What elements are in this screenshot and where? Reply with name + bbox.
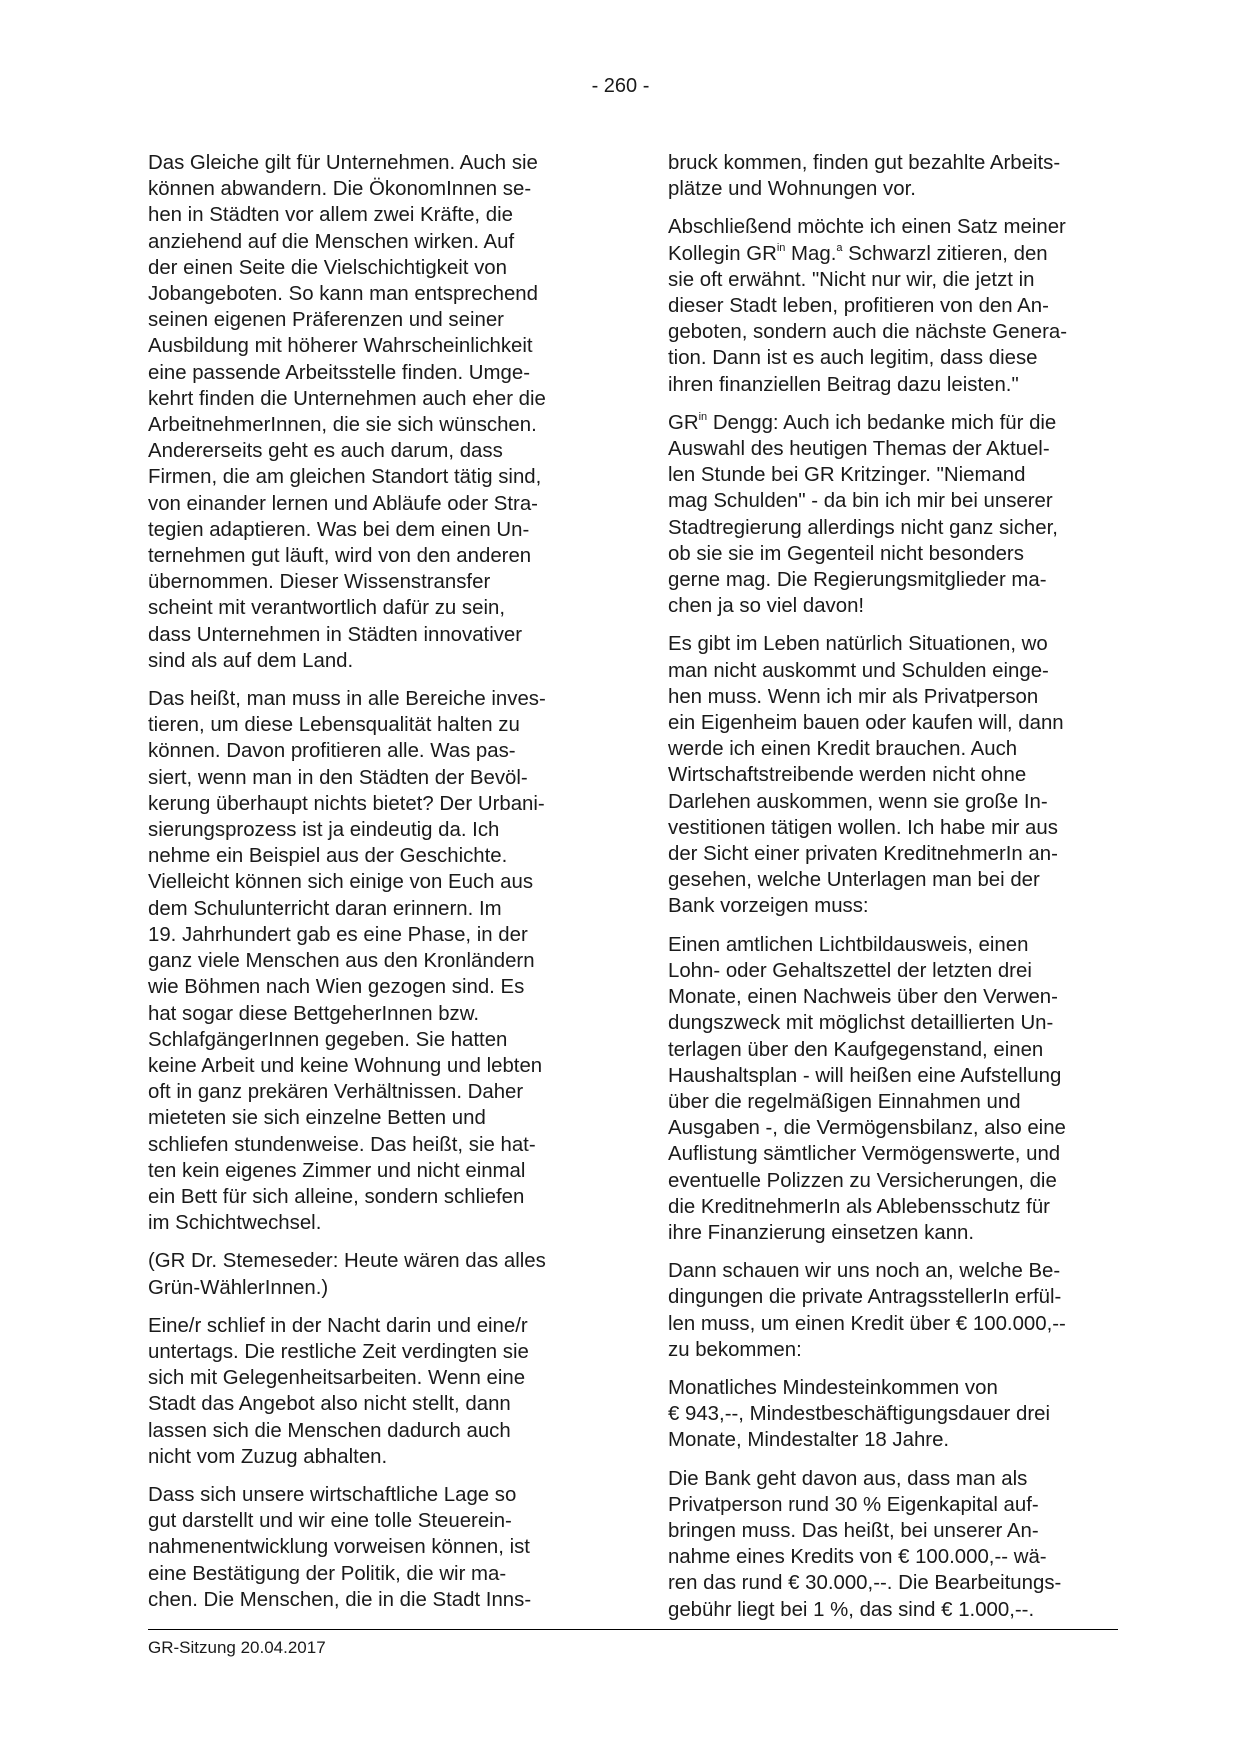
paragraph-text: Kollegin GR [668, 242, 777, 265]
footer-text: GR-Sitzung 20.04.2017 [148, 1638, 326, 1657]
paragraph: Dass sich unsere wirtschaftliche Lage so gut darstellt und wir eine tolle Steuerein- nahmenentwicklung vorweisen können, ist eine Bestätigung der Politik, die wir ma- chen. Die Menschen, die in die Stadt Inns- [148, 1483, 532, 1611]
superscript: in [698, 410, 708, 423]
paragraph-text: Schwarzl zitieren, den [842, 242, 1048, 265]
paragraph: Das Gleiche gilt für Unternehmen. Auch sie können abwandern. Die ÖkonomInnen se- hen in Städten vor allem zwei Kräfte, die anziehend auf die Menschen wirken. Auf der einen Seite die Vielschichtigkeit von Jobangeboten. So kann man entsprechend seinen eigenen Präferenzen und seiner Ausbildung mit höherer Wahrscheinlichkeit eine passende Arbeitsstelle finden. Umge- kehrt finden die Unternehmen auch eher die ArbeitnehmerInnen, die sie sich wünschen. Andererseits geht es auch darum, dass Firmen, die am gleichen Standort tätig sind, von einander lernen und Abläufe oder Stra- tegien adaptieren. Was bei dem einen Un- ternehmen gut läuft, wird von den anderen übernommen. Dieser Wissenstransfer scheint mit verantwortlich dafür zu sein, dass Unternehmen in Städten innovativer sind als auf dem Land. [148, 152, 546, 672]
paragraph: Die Bank geht davon aus, dass man als Privatperson rund 30 % Eigenkapital auf- bringen muss. Das heißt, bei unserer An- nahme eines Kredits von € 100.000,-- wä- ren das rund € 30.000,--. Die Bearbeitungs- gebühr liegt bei 1 %, das sind € 1.000,--. [668, 1467, 1062, 1621]
speaker-paragraph [668, 410, 1120, 620]
paragraph: Dann schauen wir uns noch an, welche Be- dingungen die private AntragsstellerIn erfül- len muss, um einen Kredit über € 100.000,-- zu bekommen: [668, 1260, 1066, 1361]
left-column [148, 150, 598, 1625]
paragraph-text: Mag. [785, 242, 837, 265]
paragraph: bruck kommen, finden gut bezahlte Arbeits- plätze und Wohnungen vor. [668, 152, 1061, 201]
interjection-paragraph: (GR Dr. Stemeseder: Heute wären das alles Grün-WählerInnen.) [148, 1250, 546, 1299]
quote-paragraph [668, 214, 1120, 397]
paragraph-text: Dengg: Auch ich bedanke mich für die [707, 411, 1057, 434]
paragraph: Monatliches Mindesteinkommen von € 943,--, Mindestbeschäftigungsdauer drei Monate, Mindestalter 18 Jahre. [668, 1376, 1050, 1452]
superscript: a [836, 241, 843, 254]
paragraph: Das heißt, man muss in alle Bereiche inves- tieren, um diese Lebensqualität halten zu können. Davon profitieren alle. Was pas- siert, wenn man in den Städten der Bevöl- kerung überhaupt nichts bietet? Der Urbani- sierungsprozess ist ja eindeutig da. Ich nehme ein Beispiel aus der Geschichte. Vielleicht können sich einige von Euch aus dem Schulunterricht daran erinnern. Im 19. Jahrhundert gab es eine Phase, in der ganz viele Menschen aus den Kronländern wie Böhmen nach Wien gezogen sind. Es hat sogar diese BettgeherInnen bzw. SchlafgängerInnen gegeben. Sie hatten keine Arbeit und keine Wohnung und lebten oft in ganz prekären Verhältnissen. Daher mieteten sie sich einzelne Betten und schliefen stundenweise. Das heißt, sie hat- ten kein eigenes Zimmer und nicht einmal ein Bett für sich alleine, sondern schliefen im Schichtwechsel. [148, 688, 546, 1235]
paragraph-text: Auswahl des heutigen Themas der Aktuel- len Stunde bei GR Kritzinger. "Niemand mag Schulden" - da bin ich mir bei unserer Stadtregierung allerdings nicht ganz sicher, ob sie sie im Gegenteil nicht besonders gerne mag. Die Regierungsmitglieder ma- chen ja so viel davon! [668, 438, 1058, 618]
superscript: in [776, 241, 786, 254]
paragraph: Einen amtlichen Lichtbildausweis, einen Lohn- oder Gehaltszettel der letzten drei Monate, einen Nachweis über den Verwen- dungszweck mit möglichst detaillierten Un- terlagen über den Kaufgegenstand, einen Haushaltsplan - will heißen eine Aufstellung über die regelmäßigen Einnahmen und Ausgaben -, die Vermögensbilanz, also eine Auflistung sämtlicher Vermögenswerte, und eventuelle Polizzen zu Versicherungen, die die KreditnehmerIn als Ablebensschutz für ihre Finanzierung einsetzen kann. [668, 933, 1066, 1244]
page-number: - 260 - [591, 75, 650, 97]
footer-divider [148, 1629, 1118, 1630]
paragraph-text: sie oft erwähnt. "Nicht nur wir, die jetzt in dieser Stadt leben, profitieren von den An- geboten, sondern auch die nächste Genera- tion. Dann ist es auch legitim, dass diese ihren finanziellen Beitrag dazu leisten." [668, 268, 1068, 396]
paragraph: Eine/r schlief in der Nacht darin und eine/r untertags. Die restliche Zeit verdingten sie sich mit Gelegenheitsarbeiten. Wenn eine Stadt das Angebot also nicht stellt, dann lassen sich die Menschen dadurch auch nicht vom Zuzug abhalten. [148, 1314, 529, 1468]
paragraph-line: Abschließend möchte ich einen Satz meiner [668, 216, 1066, 239]
right-column [668, 150, 1120, 1635]
paragraph: Es gibt im Leben natürlich Situationen, wo man nicht auskommt und Schulden einge- hen muss. Wenn ich mir als Privatperson ein Eigenheim bauen oder kaufen will, dann werde ich einen Kredit brauchen. Auch Wirtschaftstreibende werden nicht ohne Darlehen auskommen, wenn sie große In- vestitionen tätigen wollen. Ich habe mir aus der Sicht einer privaten KreditnehmerIn an- gesehen, welche Unterlagen man bei der Bank vorzeigen muss: [668, 633, 1064, 918]
speaker-label: GR [668, 411, 699, 434]
